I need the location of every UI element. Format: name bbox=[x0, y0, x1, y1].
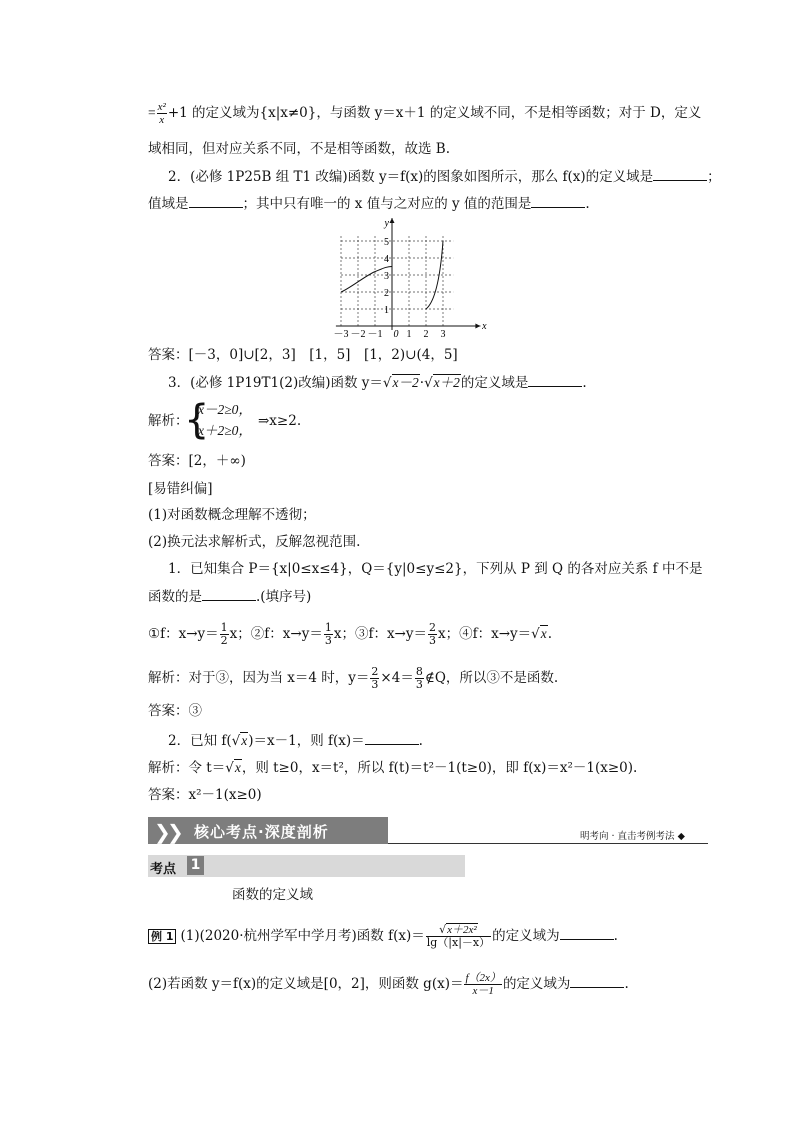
denominator: 3 bbox=[371, 678, 379, 691]
analysis-label: 解析： bbox=[148, 413, 189, 429]
question-2-cont bbox=[148, 194, 590, 213]
text: ∉Q，所以③不是函数. bbox=[424, 670, 559, 686]
fraction bbox=[464, 972, 501, 997]
banner-title: 核心考点·深度剖析 bbox=[194, 823, 329, 841]
text: ×4＝ bbox=[380, 670, 414, 686]
exercise-1-answer: 答案：③ bbox=[148, 703, 202, 719]
answer-blank bbox=[570, 974, 624, 988]
text: 2．(必修 1P25B 组 T1 改编)函数 y＝f(x)的图象如图所示，那么 f(x)的定义域是 bbox=[168, 169, 654, 185]
banner-tag: 明考向 · 直击考例考法 ◆ bbox=[580, 831, 685, 842]
text: ；其中只有唯一的 x 值与之对应的 y 值的范围是 bbox=[242, 196, 532, 212]
denominator: lg（|x|－x） bbox=[426, 936, 491, 949]
point-2: (2)换元法求解析式，反解忽视范围. bbox=[148, 534, 361, 550]
left-brace: { bbox=[184, 397, 210, 443]
radicand: x＋2 bbox=[433, 375, 460, 390]
question-2 bbox=[168, 167, 721, 186]
text: 函数的是 bbox=[148, 589, 202, 605]
text: . bbox=[547, 626, 553, 642]
graph-axes bbox=[336, 218, 481, 330]
x-tick-label: －1 bbox=[367, 329, 383, 338]
y-tick-label: 5 bbox=[384, 237, 389, 248]
y-tick-label: 2 bbox=[384, 288, 389, 299]
y-axis-label: y bbox=[384, 218, 389, 229]
text: )＝x－1，则 f(x)＝ bbox=[248, 733, 365, 749]
denominator: 3 bbox=[429, 634, 436, 647]
answer-blank bbox=[189, 194, 243, 208]
x-axis-label: x bbox=[482, 321, 487, 332]
denominator: 2 bbox=[220, 634, 228, 647]
text: x；②f：x→y＝ bbox=[229, 626, 323, 642]
text: . bbox=[624, 976, 629, 992]
y-tick-label: 3 bbox=[384, 271, 389, 282]
fraction bbox=[220, 622, 229, 647]
text: . bbox=[582, 375, 587, 391]
answer-blank bbox=[560, 926, 614, 940]
x-tick-label: 3 bbox=[440, 329, 446, 338]
text: . bbox=[585, 196, 590, 212]
radicand: x＋2x² bbox=[447, 924, 477, 936]
question-3 bbox=[168, 373, 587, 392]
denominator: 3 bbox=[415, 678, 423, 691]
y-tick-label: 1 bbox=[384, 305, 389, 316]
numerator: 1 bbox=[324, 621, 332, 634]
answer-blank bbox=[365, 731, 419, 745]
text: 的定义域为 bbox=[492, 928, 560, 944]
exercise-2-analysis bbox=[148, 759, 637, 777]
topic-title: 函数的定义域 bbox=[232, 887, 313, 903]
exercise-2-answer: 答案：x²－1(x≥0) bbox=[148, 787, 262, 803]
function-graph bbox=[326, 214, 498, 338]
text: .(填序号) bbox=[256, 589, 312, 605]
text: x；③f：x→y＝ bbox=[333, 626, 427, 642]
fraction bbox=[157, 101, 167, 126]
denominator: 3 bbox=[324, 634, 332, 647]
text: 的定义域为 bbox=[502, 976, 571, 992]
fraction bbox=[428, 622, 437, 647]
options bbox=[148, 622, 552, 647]
text-line bbox=[148, 101, 701, 126]
answer-blank bbox=[202, 587, 256, 601]
exercise-2 bbox=[168, 731, 423, 750]
numerator: 2 bbox=[371, 665, 379, 678]
answer-3: 答案：[2，＋∞) bbox=[148, 453, 246, 469]
inequality-1: x－2≥0， bbox=[198, 402, 252, 417]
text: ； bbox=[707, 169, 721, 185]
x-axis-arrow bbox=[475, 324, 480, 329]
equals: = bbox=[148, 105, 156, 120]
text: (2)若函数 y＝f(x)的定义域是[0，2]，则函数 g(x)＝ bbox=[148, 976, 464, 992]
chevron-icon: ❯ bbox=[167, 820, 184, 844]
text: 解析：令 t＝ bbox=[148, 760, 226, 776]
numerator: f（2x） bbox=[465, 972, 501, 984]
sqrt-symbol: √ bbox=[439, 923, 447, 936]
fraction bbox=[324, 622, 333, 647]
radicand: x bbox=[540, 626, 547, 641]
inequality-2: x＋2≥0， bbox=[198, 423, 252, 438]
example-label: 例 1 bbox=[148, 929, 176, 944]
radicand: x bbox=[234, 760, 241, 775]
topic-label: 考点 bbox=[150, 862, 177, 877]
point-1: (1)对函数概念理解不透彻； bbox=[148, 507, 316, 523]
text: (1)(2020·杭州学军中学月考)函数 f(x)＝ bbox=[180, 928, 425, 944]
text: x；④f：x→y＝ bbox=[438, 626, 532, 642]
exercise-1-cont bbox=[148, 587, 311, 606]
y-axis-arrow bbox=[390, 218, 395, 223]
graph-grid bbox=[341, 236, 453, 326]
denominator: x bbox=[159, 114, 165, 126]
numerator: 2 bbox=[429, 621, 436, 634]
section-heading: [易错纠偏] bbox=[148, 481, 213, 497]
text: . bbox=[418, 733, 423, 749]
x-tick-label: 1 bbox=[406, 329, 412, 338]
text: ①f：x→y＝ bbox=[148, 626, 219, 642]
answer-blank bbox=[528, 373, 582, 387]
banner-rule bbox=[388, 843, 708, 844]
text: . bbox=[613, 928, 618, 944]
radicand: x bbox=[241, 733, 248, 748]
x-tick-label: 0 bbox=[393, 329, 399, 338]
sqrt-symbol: √ bbox=[225, 760, 234, 776]
chevron-icon: ❯ bbox=[154, 820, 171, 844]
numerator: 1 bbox=[220, 621, 228, 634]
x-tick-label: 2 bbox=[423, 329, 429, 338]
radicand: x－2 bbox=[392, 375, 419, 390]
text: 2．已知 f( bbox=[168, 733, 232, 749]
text: 3．(必修 1P19T1(2)改编)函数 y＝ bbox=[168, 375, 383, 391]
text: ，则 t≥0，x＝t²，所以 f(t)＝t²－1(t≥0)，即 f(x)＝x²－1(x≥0). bbox=[241, 760, 638, 776]
text: 的定义域是 bbox=[460, 375, 529, 391]
sqrt-symbol: √ bbox=[231, 733, 241, 749]
x-tick-label: －3 bbox=[333, 329, 349, 338]
text: 解析：对于③，因为当 x＝4 时，y＝ bbox=[148, 670, 370, 686]
example-1-part-2 bbox=[148, 972, 629, 997]
dot: · bbox=[419, 375, 425, 391]
graph-ticks bbox=[334, 218, 488, 338]
numerator: 8 bbox=[415, 665, 423, 678]
example-1-part-1 bbox=[148, 924, 618, 949]
sqrt-symbol: √ bbox=[424, 375, 433, 391]
numerator: x² bbox=[157, 101, 166, 113]
y-tick-label: 4 bbox=[384, 254, 389, 265]
text: 值域是 bbox=[148, 196, 189, 212]
answer-blank bbox=[531, 194, 585, 208]
answer-2: 答案：[－3，0]∪[2，3] [1，5] [1，2)∪(4，5] bbox=[148, 347, 458, 363]
fraction bbox=[426, 924, 491, 949]
fraction bbox=[370, 666, 379, 691]
fraction bbox=[415, 666, 424, 691]
exercise-1-analysis bbox=[148, 666, 558, 691]
section-banner bbox=[148, 817, 388, 844]
answer-blank bbox=[653, 167, 707, 181]
topic-number: 1 bbox=[187, 856, 204, 875]
denominator: x－1 bbox=[472, 985, 494, 997]
x-tick-label: －2 bbox=[350, 329, 366, 338]
system-result: ⇒x≥2. bbox=[258, 413, 302, 429]
text: +1 的定义域为{x|x≠0}，与函数 y＝x＋1 的定义域不同，不是相等函数；对于 D，定义 bbox=[167, 105, 702, 121]
sqrt-symbol: √ bbox=[531, 626, 540, 642]
sqrt-symbol: √ bbox=[382, 375, 392, 391]
text-line: 域相同，但对应关系不同，不是相等函数，故选 B. bbox=[148, 141, 451, 157]
exercise-1: 1．已知集合 P＝{x|0≤x≤4}，Q＝{y|0≤y≤2}，下列从 P 到 Q 的各对应关系 f 中不是 bbox=[168, 561, 703, 577]
